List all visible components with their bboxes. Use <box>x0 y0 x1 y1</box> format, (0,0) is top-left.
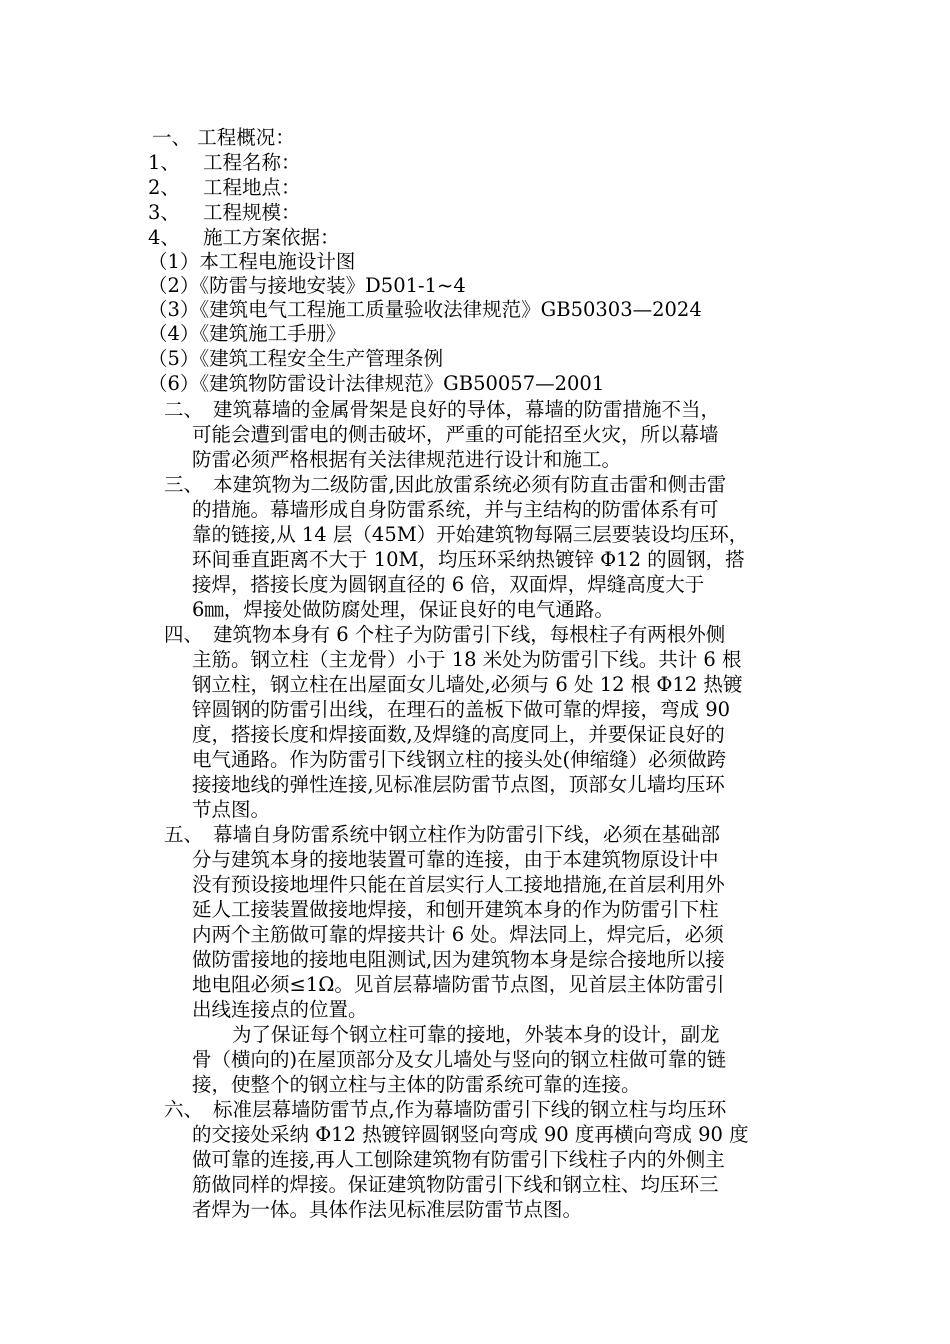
section-5-line: 分与建筑本身的接地装置可靠的连接，由于本建筑物原设计中 <box>192 848 719 871</box>
section-3-line: 的措施。幕墙形成自身防雷系统，并与主结构的防雷体系有可 <box>192 498 719 521</box>
section-2-line: 防雷必须严格根据有关法律规范进行设计和施工。 <box>192 448 622 471</box>
section-5-para2-line: 骨（横向的)在屋顶部分及女儿墙处与竖向的钢立柱做可靠的链 <box>192 1048 727 1071</box>
section-3-line: 靠的链接,从 14 层（45M）开始建筑物每隔三层要装设均压环， <box>192 523 749 546</box>
section-5-line: 延人工接装置做接地焊接，和刨开建筑本身的作为防雷引下柱 <box>192 898 719 921</box>
section-4-line: 电气通路。作为防雷引下线钢立柱的接头处(伸缩缝）必须做跨 <box>192 748 727 771</box>
section-4-line: 建筑物本身有 6 个柱子为防雷引下线，每根柱子有两根外侧 <box>213 623 726 646</box>
reference-6: （6）《建筑物防雷设计法律规范》GB50057—2001 <box>148 372 605 395</box>
reference-4: （4）《建筑施工手册》 <box>148 322 346 345</box>
section-2-line: 建筑幕墙的金属骨架是良好的导体，幕墙的防雷措施不当， <box>213 398 721 421</box>
section-3-line: 环间垂直距离不大于 10M，均压环采纳热镀锌 Φ12 的圆钢，搭 <box>192 548 745 571</box>
section-3-line: 本建筑物为二级防雷,因此放雷系统必须有防直击雷和侧击雷 <box>213 473 727 496</box>
section-4-line: 度，搭接长度和焊接面数,及焊缝的高度同上，并要保证良好的 <box>192 723 725 746</box>
section-4-line: 节点图。 <box>192 798 271 821</box>
section-5-line: 做防雷接地的接地电阻测试,因为建筑物本身是综合接地所以接 <box>192 948 725 971</box>
section-5-line: 内两个主筋做可靠的焊接共计 6 处。焊法同上，焊完后，必须 <box>192 923 724 946</box>
section-3-line: 6㎜，焊接处做防腐处理，保证良好的电气通路。 <box>192 598 614 621</box>
item-1-number: 1、 <box>148 151 180 174</box>
reference-1: （1）本工程电施设计图 <box>148 250 356 273</box>
section-6-line: 标准层幕墙防雷节点,作为幕墙防雷引下线的钢立柱与均压环 <box>213 1098 727 1121</box>
item-3-number: 3、 <box>148 201 180 224</box>
section-4-line: 锌圆钢的防雷引出线，在理石的盖板下做可靠的焊接，弯成 90 <box>192 698 731 721</box>
section-5-line: 出线连接点的位置。 <box>192 998 368 1021</box>
item-1-text: 工程名称： <box>203 151 301 174</box>
section-6-line: 筋做同样的焊接。保证建筑物防雷引下线和钢立柱、均压环三 <box>192 1173 719 1196</box>
section-5-para2-line: 接，使整个的钢立柱与主体的防雷系统可靠的连接。 <box>192 1073 641 1096</box>
section-1-heading: 一、 工程概况： <box>152 126 295 149</box>
item-2-number: 2、 <box>148 176 180 199</box>
section-2-line: 可能会遭到雷电的侧击破坏，严重的可能招至火灾，所以幕墙 <box>192 423 719 446</box>
section-4-number: 四、 <box>164 623 204 646</box>
section-6-line: 的交接处采纳 Φ12 热镀锌圆钢竖向弯成 90 度再横向弯成 90 度 <box>192 1123 749 1146</box>
section-3-line: 接焊，搭接长度为圆钢直径的 6 倍，双面焊，焊缝高度大于 <box>192 573 705 596</box>
item-2-text: 工程地点： <box>203 176 301 199</box>
section-5-line: 幕墙自身防雷系统中钢立柱作为防雷引下线，必须在基础部 <box>213 823 721 846</box>
reference-5: （5）《建筑工程安全生产管理条例 <box>148 347 444 370</box>
section-4-line: 接接地线的弹性连接,见标准层防雷节点图，顶部女儿墙均压环 <box>192 773 725 796</box>
section-5-para2-line: 为了保证每个钢立柱可靠的接地，外装本身的设计，副龙 <box>232 1023 720 1046</box>
section-4-line: 钢立柱，钢立柱在出屋面女儿墙处,必须与 6 处 12 根 Φ12 热镀 <box>192 673 743 696</box>
section-5-line: 没有预设接地埋件只能在首层实行人工接地措施,在首层利用外 <box>192 873 725 896</box>
section-6-number: 六、 <box>164 1098 204 1121</box>
item-3-text: 工程规模： <box>203 201 301 224</box>
item-4-number: 4、 <box>148 226 180 249</box>
section-2-number: 二、 <box>164 398 204 421</box>
item-4-text: 施工方案依据： <box>203 226 340 249</box>
section-5-line: 地电阻必须≤1Ω。见首层幕墙防雷节点图，见首层主体防雷引 <box>192 973 725 996</box>
section-5-number: 五、 <box>164 823 204 846</box>
section-6-line: 做可靠的连接,再人工刨除建筑物有防雷引下线柱子内的外侧主 <box>192 1148 725 1171</box>
section-6-line: 者焊为一体。具体作法见标准层防雷节点图。 <box>192 1198 583 1221</box>
section-4-line: 主筋。钢立柱（主龙骨）小于 18 米处为防雷引下线。共计 6 根 <box>192 648 742 671</box>
section-3-number: 三、 <box>164 473 204 496</box>
reference-3: （3）《建筑电气工程施工质量验收法律规范》GB50303—2024 <box>148 298 702 321</box>
reference-2: （2）《防雷与接地安装》D501-1~4 <box>148 274 466 297</box>
